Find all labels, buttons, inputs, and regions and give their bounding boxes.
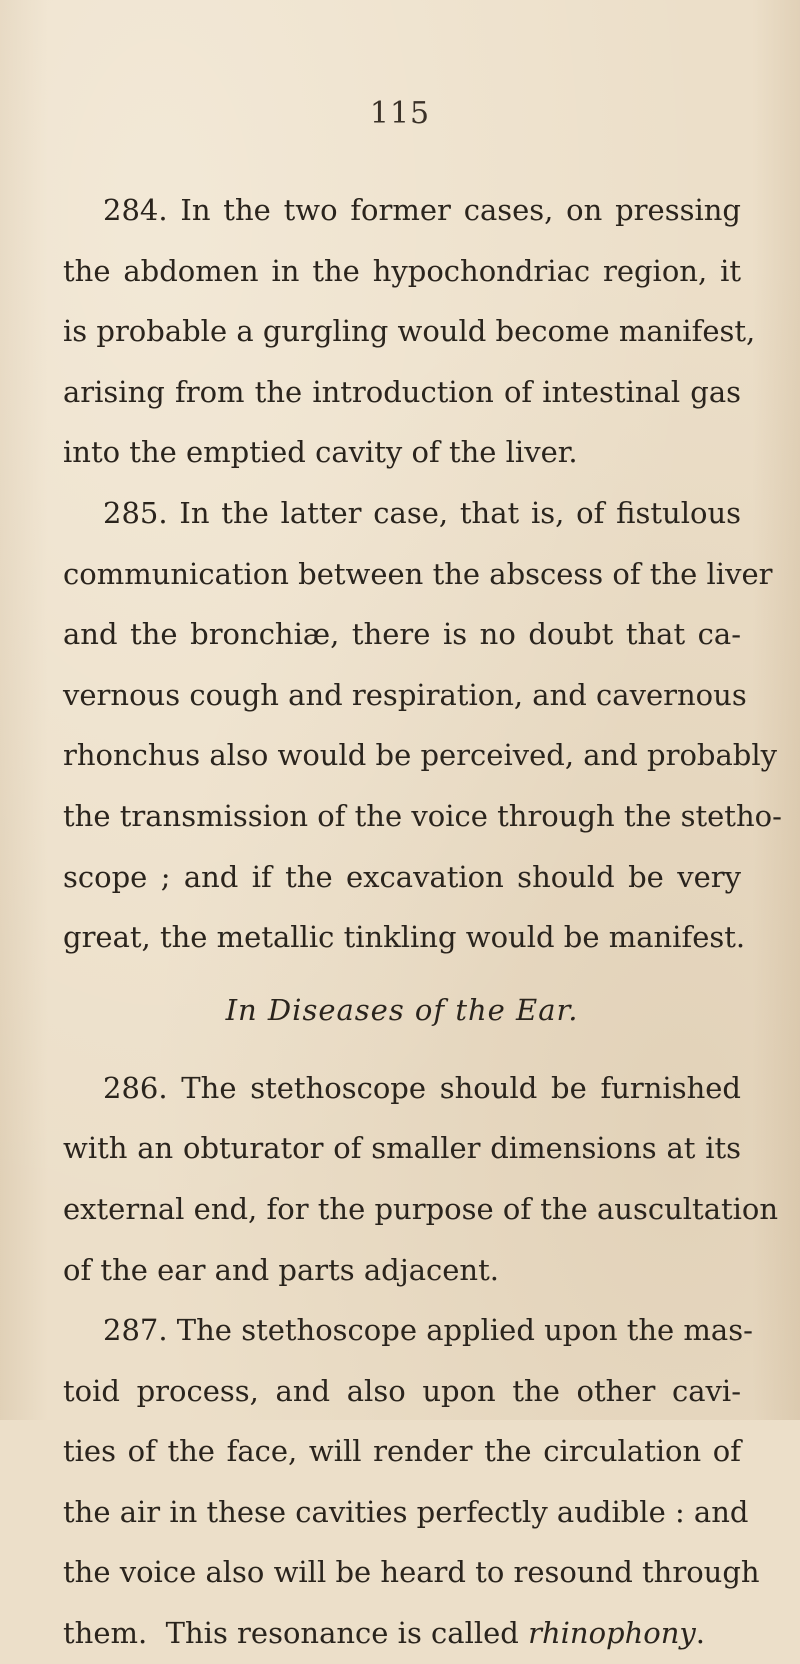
paragraph-287-line-3: ties of the face, will render the circulation of bbox=[63, 1434, 741, 1469]
section-heading: In Diseases of the Ear. bbox=[225, 992, 579, 1027]
paragraph-285-line-4: vernous cough and respiration, and cavernous bbox=[63, 677, 747, 712]
paragraph-285-line-2: communication between the abscess of the liver bbox=[63, 556, 773, 591]
paragraph-285-line-5: rhonchus also would be perceived, and probably bbox=[63, 738, 777, 773]
paragraph-286-line-4: of the ear and parts adjacent. bbox=[63, 1252, 499, 1287]
paragraph-287-line-6 bbox=[63, 1603, 741, 1664]
paragraph-287-line-6-text: them. This resonance is called bbox=[63, 1616, 529, 1651]
paragraph-284-line-2: the abdomen in the hypochondriac region, it bbox=[63, 253, 741, 288]
paragraph-285-line-7: scope ; and if the excavation should be very bbox=[63, 859, 741, 894]
paragraph-286-line-3: external end, for the purpose of the auscultation bbox=[63, 1191, 779, 1226]
paragraph-287-line-2: toid process, and also upon the other cavi- bbox=[63, 1373, 741, 1408]
page-number: 115 bbox=[369, 96, 431, 131]
rhinophony-term: rhinophony bbox=[528, 1616, 696, 1651]
paragraph-285-line-6: the transmission of the voice through the stetho- bbox=[63, 798, 782, 833]
paragraph-285-line-3: and the bronchiæ, there is no doubt that ca- bbox=[63, 617, 741, 652]
paragraph-286-line-1: 286. The stethoscope should be furnished bbox=[103, 1070, 741, 1105]
paragraph-284-line-4: arising from the introduction of intestinal gas bbox=[63, 374, 741, 409]
paragraph-285-line-8: great, the metallic tinkling would be manifest. bbox=[63, 920, 746, 955]
paragraph-285-line-1: 285. In the latter case, that is, of fistulous bbox=[103, 495, 741, 530]
paragraph-284-line-5: into the emptied cavity of the liver. bbox=[63, 435, 578, 470]
paragraph-287-line-6-end: . bbox=[695, 1616, 706, 1651]
paragraph-284-line-3: is probable a gurgling would become manifest, bbox=[63, 314, 756, 349]
body-text bbox=[63, 180, 782, 1664]
paragraph-287-line-4: the air in these cavities perfectly audible : and bbox=[63, 1494, 749, 1529]
paragraph-284-line-1: 284. In the two former cases, on pressing bbox=[103, 193, 741, 227]
paragraph-287-line-5: the voice also will be heard to resound through bbox=[63, 1555, 760, 1590]
paragraph-286-line-2: with an obturator of smaller dimensions at its bbox=[63, 1131, 741, 1166]
paragraph-287-line-1: 287. The stethoscope applied upon the mas- bbox=[103, 1313, 753, 1348]
